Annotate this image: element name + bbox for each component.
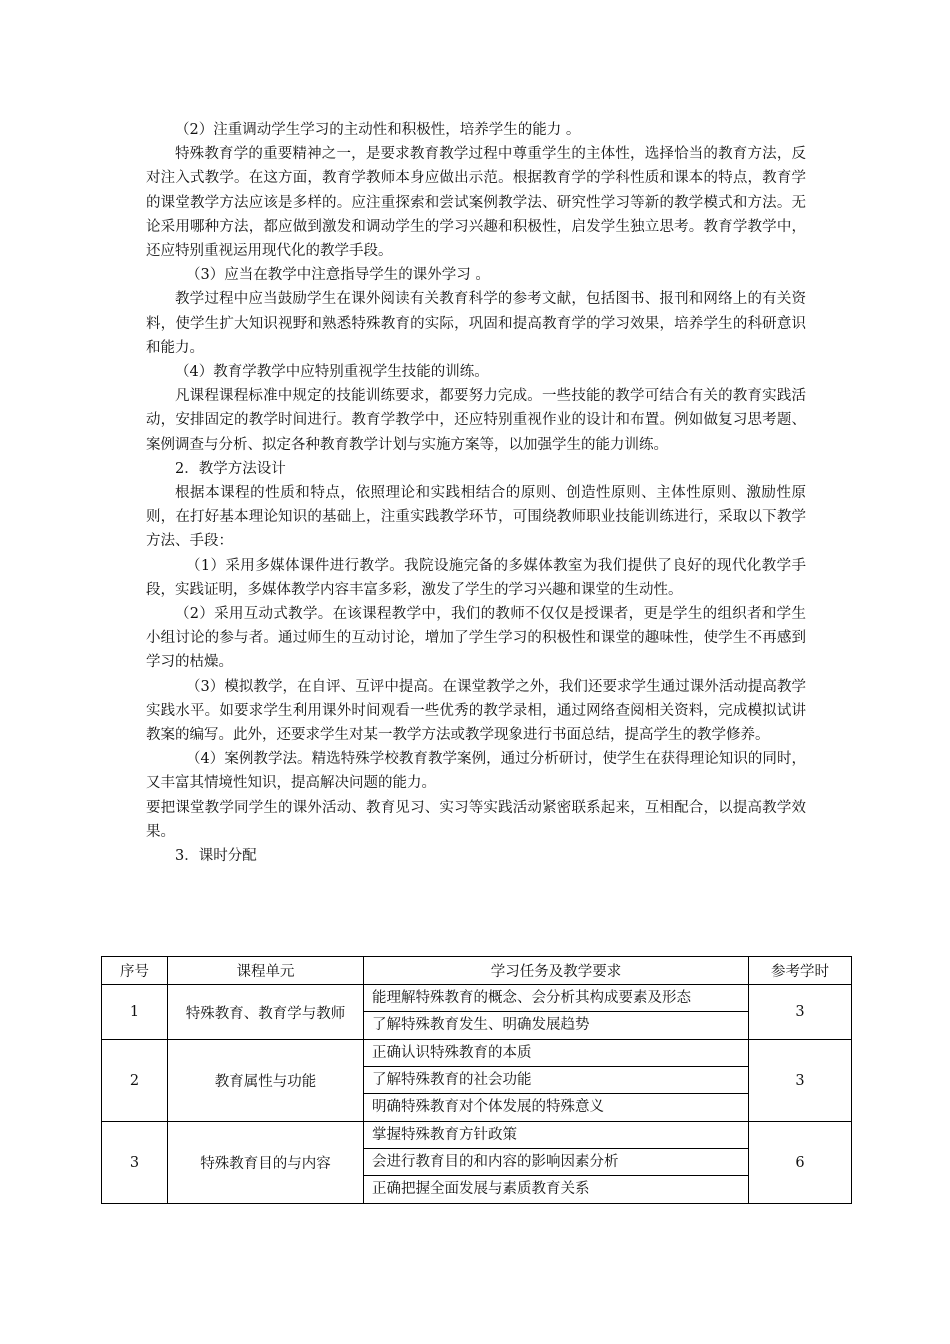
row-tasks: [364, 1040, 749, 1122]
body-text: [146, 118, 806, 868]
point-4-body: 凡课程课程标准中规定的技能训练要求，都要努力完成。一些技能的教学可结合有关的教育实践活动，安排固定的教学时间进行。教育学教学中，还应特别重视作业的设计和布置。例如做复习思考题、案例调查与分析、拟定各种教育教学计划与实施方案等，以加强学生的能力训练。: [146, 388, 806, 453]
header-tasks: 学习任务及教学要求: [364, 957, 749, 985]
task-item: 了解特殊教育的社会功能: [364, 1067, 748, 1094]
table-row: [102, 1040, 852, 1122]
task-item: 能理解特殊教育的概念、会分析其构成要素及形态: [364, 985, 748, 1012]
row-tasks: [364, 1122, 749, 1204]
row-hours: 6: [749, 1122, 852, 1204]
section-2-intro: 根据本课程的性质和特点，依照理论和实践相结合的原则、创造性原则、主体性原则、激励性原则，在打好基本理论知识的基础上，注重实践教学环节，可围绕教师职业技能训练进行，采取以下教学方法、手段：: [146, 485, 806, 550]
row-unit: 特殊教育目的与内容: [168, 1122, 364, 1204]
section-3-heading: 3．课时分配: [175, 848, 257, 865]
table-header-row: [102, 957, 852, 985]
task-item: 正确认识特殊教育的本质: [364, 1040, 748, 1067]
section-2-heading: 2．教学方法设计: [175, 460, 286, 477]
row-unit: 教育属性与功能: [168, 1040, 364, 1122]
row-tasks: [364, 985, 749, 1040]
row-no: 3: [102, 1122, 168, 1204]
task-item: 明确特殊教育对个体发展的特殊意义: [372, 1099, 604, 1115]
row-hours: 3: [749, 1040, 852, 1122]
section-2-summary: 要把课堂教学同学生的课外活动、教育见习、实习等实践活动紧密联系起来，互相配合，以提高教学效果。: [146, 799, 806, 840]
table-row: [102, 985, 852, 1040]
row-no: 1: [102, 985, 168, 1040]
row-unit: 特殊教育、教育学与教师: [168, 985, 364, 1040]
method-1: （1）采用多媒体课件进行教学。我院设施完备的多媒体教室为我们提供了良好的现代化教学手段，实践证明，多媒体教学内容丰富多彩，激发了学生的学习兴趣和课堂的生动性。: [146, 557, 806, 598]
row-no: 2: [102, 1040, 168, 1122]
point-2-body: 特殊教育学的重要精神之一，是要求教育教学过程中尊重学生的主体性，选择恰当的教育方法，反对注入式教学。在这方面，教育学教师本身应做出示范。根据教育学的学科性质和课本的特点，教育学的课堂教学方法应该是多样的。应注重探索和尝试案例教学法、研究性学习等新的教学模式和方法。无论采用哪种方法，都应做到激发和调动学生的学习兴趣和积极性，启发学生独立思考。教育学教学中，还应特别重视运用现代化的教学手段。: [146, 146, 806, 260]
row-hours: 3: [749, 985, 852, 1040]
task-item: 会进行教育目的和内容的影响因素分析: [364, 1149, 748, 1176]
task-item: 正确把握全面发展与素质教育关系: [372, 1181, 590, 1197]
header-hours: 参考学时: [749, 957, 852, 985]
method-4: （4）案例教学法。精选特殊学校教育教学案例，通过分析研讨，使学生在获得理论知识的同时，又丰富其情境性知识，提高解决问题的能力。: [146, 751, 806, 792]
point-2-heading: （2）注重调动学生学习的主动性和积极性，培养学生的能力 。: [175, 122, 581, 138]
header-unit: 课程单元: [168, 957, 364, 985]
task-item: 了解特殊教育发生、明确发展趋势: [372, 1017, 590, 1033]
point-3-body: 教学过程中应当鼓励学生在课外阅读有关教育科学的参考文献，包括图书、报刊和网络上的有关资料，使学生扩大知识视野和熟悉特殊教育的实际，巩固和提高教育学的学习效果，培养学生的科研意识和能力。: [146, 291, 806, 356]
method-3: （3）模拟教学，在自评、互评中提高。在课堂教学之外，我们还要求学生通过课外活动提高教学实践水平。如要求学生利用课外时间观看一些优秀的教学录相，通过网络查阅相关资料，完成模拟试讲教案的编写。此外，还要求学生对某一教学方法或教学现象进行书面总结，提高学生的教学修养。: [146, 678, 806, 744]
point-4-heading: （4）教育学教学中应特别重视学生技能的训练。: [175, 364, 489, 381]
method-2: （2）采用互动式教学。在该课程教学中，我们的教师不仅仅是授课者，更是学生的组织者和学生小组讨论的参与者。通过师生的互动讨论，增加了学生学习的积极性和课堂的趣味性，使学生不再感到学习的枯燥。: [146, 606, 806, 671]
table-row: [102, 1122, 852, 1204]
header-no: 序号: [102, 957, 168, 985]
point-3-heading: （3）应当在教学中注意指导学生的课外学习 。: [186, 267, 490, 284]
class-hours-table: [101, 956, 852, 1204]
task-item: 掌握特殊教育方针政策: [364, 1122, 748, 1149]
